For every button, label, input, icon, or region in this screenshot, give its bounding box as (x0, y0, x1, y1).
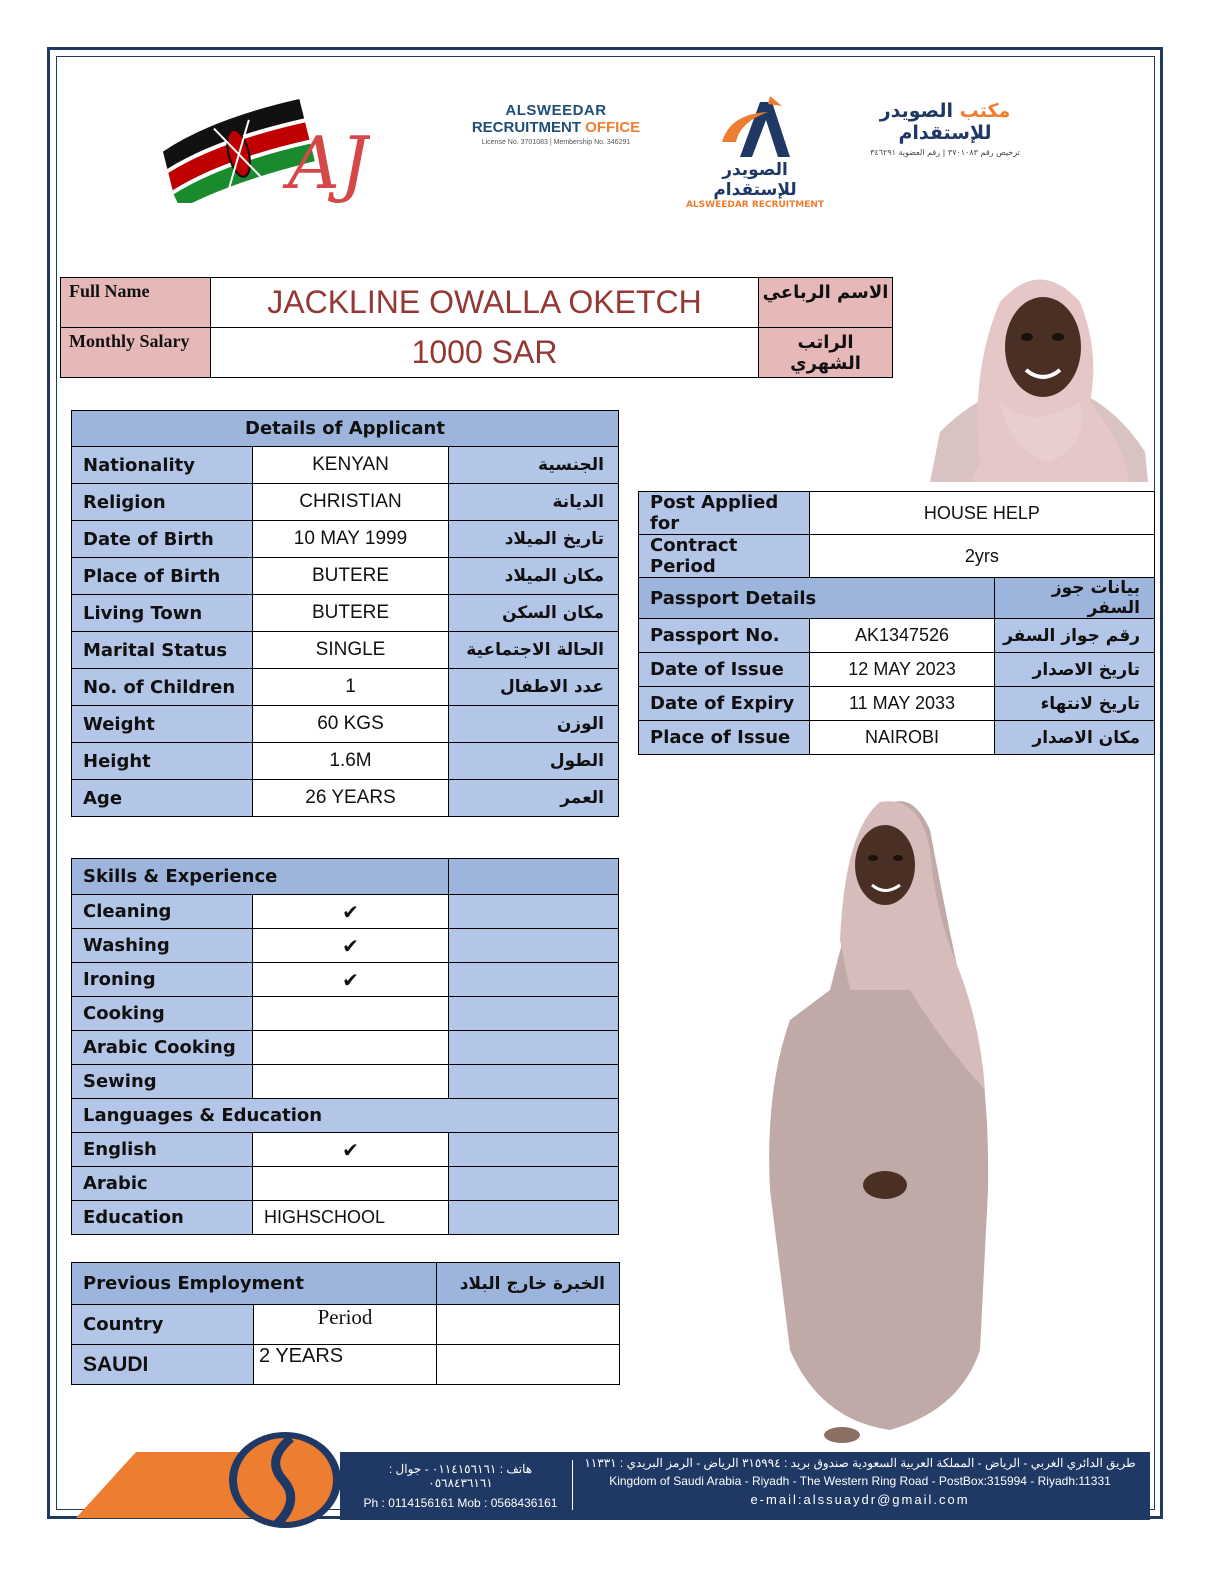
previous-empty-1 (437, 1305, 620, 1345)
aj-letters: AJ (288, 121, 369, 203)
details-value: 26 YEARS (253, 780, 449, 817)
skill-mark (253, 997, 449, 1031)
previous-empty-2 (437, 1345, 620, 1385)
languages-body (72, 1133, 619, 1235)
arabic-logo-sub: ترخيص رقم ٣٧٠١٠٨٣ | رقم العضوية ٣٤٦٢٩١ (870, 148, 1020, 157)
full-name-arabic: الاسم الرباعي (759, 278, 893, 328)
applicant-full-photo (760, 790, 1000, 1450)
details-value: CHRISTIAN (253, 484, 449, 521)
name-salary-table (60, 277, 893, 378)
full-name-row (61, 278, 893, 328)
previous-title-arabic: الخبرة خارج البلاد (437, 1263, 620, 1305)
footer-circle-logo (225, 1430, 345, 1530)
details-value: 1.6M (253, 743, 449, 780)
languages-title: Languages & Education (72, 1099, 619, 1133)
language-extra (449, 1133, 619, 1167)
passport-arabic: مكان الاصدار (995, 721, 1155, 755)
skill-extra (449, 1065, 619, 1099)
details-row (72, 632, 619, 669)
details-row (72, 780, 619, 817)
details-label: Living Town (72, 595, 253, 632)
previous-values-row (72, 1345, 620, 1385)
skill-mark (253, 1065, 449, 1099)
previous-title: Previous Employment (72, 1263, 437, 1305)
skill-label: Sewing (72, 1065, 253, 1099)
details-row (72, 595, 619, 632)
skill-label: Ironing (72, 963, 253, 997)
skill-extra (449, 929, 619, 963)
details-row (72, 484, 619, 521)
passport-value: AK1347526 (809, 619, 995, 653)
details-value: BUTERE (253, 595, 449, 632)
details-value: KENYAN (253, 447, 449, 484)
period-value: 2 YEARS (254, 1345, 437, 1385)
details-label: Height (72, 743, 253, 780)
passport-row (639, 653, 1155, 687)
details-title: Details of Applicant (72, 411, 619, 447)
skill-row (72, 997, 619, 1031)
passport-body (639, 619, 1155, 755)
language-extra (449, 1201, 619, 1235)
details-label: No. of Children (72, 669, 253, 706)
details-row (72, 521, 619, 558)
post-row (639, 492, 1155, 535)
details-arabic: الطول (449, 743, 619, 780)
skill-row (72, 1065, 619, 1099)
skill-mark: ✔ (253, 895, 449, 929)
skills-title: Skills & Experience (72, 859, 449, 895)
passport-value: 11 MAY 2033 (809, 687, 995, 721)
language-label: English (72, 1133, 253, 1167)
footer-phone-english: Ph : 0114156161 Mob : 0568436161 (363, 1496, 558, 1510)
salary-row (61, 328, 893, 378)
applicant-face-photo (930, 262, 1148, 482)
skill-label: Washing (72, 929, 253, 963)
language-label: Arabic (72, 1167, 253, 1201)
passport-label: Place of Issue (639, 721, 810, 755)
details-arabic: عدد الاطفال (449, 669, 619, 706)
passport-label: Date of Issue (639, 653, 810, 687)
arabic-logo-title: مكتب الصويدر للإستقدام (879, 100, 1011, 144)
skills-table (71, 858, 619, 1235)
office-logo-license: License No. 3701083 | Membership No. 346291 (481, 139, 631, 146)
skills-header-empty (449, 859, 619, 895)
details-label: Place of Birth (72, 558, 253, 595)
details-value: 1 (253, 669, 449, 706)
footer-address (580, 1456, 1140, 1511)
passport-arabic: تاريخ الاصدار (995, 653, 1155, 687)
details-table (71, 410, 619, 817)
details-arabic: تاريخ الميلاد (449, 521, 619, 558)
passport-row (639, 619, 1155, 653)
skills-header-row (72, 859, 619, 895)
language-row (72, 1133, 619, 1167)
details-arabic: الديانة (449, 484, 619, 521)
post-label: Post Applied for (639, 492, 810, 535)
details-row (72, 706, 619, 743)
skill-mark: ✔ (253, 929, 449, 963)
full-name-label: Full Name (61, 278, 211, 328)
details-label: Religion (72, 484, 253, 521)
skill-extra (449, 997, 619, 1031)
passport-label: Date of Expiry (639, 687, 810, 721)
period-label: Period (254, 1305, 437, 1345)
details-arabic: العمر (449, 780, 619, 817)
skill-label: Cleaning (72, 895, 253, 929)
details-arabic: الوزن (449, 706, 619, 743)
passport-row (639, 687, 1155, 721)
language-extra (449, 1167, 619, 1201)
skill-mark: ✔ (253, 963, 449, 997)
passport-arabic: تاريخ لانتهاء (995, 687, 1155, 721)
skill-row (72, 929, 619, 963)
kenya-flag-aj-logo (160, 88, 370, 203)
language-mark: ✔ (253, 1133, 449, 1167)
salary-value: 1000 SAR (211, 328, 759, 378)
details-label: Age (72, 780, 253, 817)
skills-body (72, 895, 619, 1099)
languages-header-row (72, 1099, 619, 1133)
language-mark (253, 1167, 449, 1201)
country-value: SAUDI (72, 1345, 254, 1385)
contract-label: Contract Period (639, 535, 810, 578)
details-row (72, 669, 619, 706)
full-name-value: JACKLINE OWALLA OKETCH (211, 278, 759, 328)
a-mark-icon (710, 92, 800, 162)
office-logo-line2: RECRUITMENT OFFICE (471, 119, 641, 136)
country-label: Country (72, 1305, 254, 1345)
details-arabic: مكان السكن (449, 595, 619, 632)
passport-value: 12 MAY 2023 (809, 653, 995, 687)
salary-label: Monthly Salary (61, 328, 211, 378)
details-body (72, 447, 619, 817)
skill-mark (253, 1031, 449, 1065)
contract-row (639, 535, 1155, 578)
details-row (72, 558, 619, 595)
details-arabic: الجنسية (449, 447, 619, 484)
alsweedar-office-logo (466, 102, 646, 162)
details-header-row (72, 411, 619, 447)
skill-label: Cooking (72, 997, 253, 1031)
passport-header-arabic: بيانات جوز السفر (995, 578, 1155, 619)
skill-row (72, 963, 619, 997)
arabic-office-logo (845, 100, 1045, 160)
passport-arabic: رقم جواز السفر (995, 619, 1155, 653)
skill-extra (449, 963, 619, 997)
language-label: Education (72, 1201, 253, 1235)
footer-separator (572, 1460, 573, 1510)
a-logo-english: ALSWEEDAR RECRUITMENT (685, 200, 825, 210)
passport-value: NAIROBI (809, 721, 995, 755)
post-value: HOUSE HELP (809, 492, 1154, 535)
details-arabic: مكان الميلاد (449, 558, 619, 595)
details-label: Nationality (72, 447, 253, 484)
language-mark: HIGHSCHOOL (253, 1201, 449, 1235)
footer-phones (358, 1462, 563, 1516)
skill-label: Arabic Cooking (72, 1031, 253, 1065)
footer-phone-arabic: هاتف : ٠١١٤١٥٦١٦١ - جوال : ٠٥٦٨٤٣٦١٦١ (388, 1462, 533, 1490)
passport-header: Passport Details (639, 578, 995, 619)
language-row (72, 1201, 619, 1235)
footer-address-arabic: طريق الدائري الغربي - الرياض - المملكة العربية السعودية صندوق بريد : ٣١٥٩٩٤ الرياض - الرمز البريدي : ١١٣٣١ (584, 1456, 1136, 1470)
passport-row (639, 721, 1155, 755)
details-label: Marital Status (72, 632, 253, 669)
skill-extra (449, 895, 619, 929)
previous-employment-table (71, 1262, 620, 1385)
previous-header-row (72, 1263, 620, 1305)
passport-label: Passport No. (639, 619, 810, 653)
footer-email: e-mail:alssuaydr@gmail.com (750, 1492, 970, 1507)
previous-labels-row (72, 1305, 620, 1345)
skill-row (72, 1031, 619, 1065)
language-row (72, 1167, 619, 1201)
alsweedar-a-logo (685, 92, 825, 210)
skill-extra (449, 1031, 619, 1065)
details-value: 10 MAY 1999 (253, 521, 449, 558)
details-value: 60 KGS (253, 706, 449, 743)
details-label: Weight (72, 706, 253, 743)
contract-value: 2yrs (809, 535, 1154, 578)
details-value: BUTERE (253, 558, 449, 595)
details-row (72, 447, 619, 484)
office-logo-line1: ALSWEEDAR (505, 102, 607, 119)
a-logo-arabic: الصويدر للإستقدام (713, 160, 797, 200)
salary-arabic: الراتب الشهري (759, 328, 893, 378)
skill-row (72, 895, 619, 929)
details-row (72, 743, 619, 780)
passport-header-row (639, 578, 1155, 619)
passport-table (638, 491, 1155, 755)
details-value: SINGLE (253, 632, 449, 669)
details-arabic: الحالة الاجتماعية (449, 632, 619, 669)
footer-address-english: Kingdom of Saudi Arabia - Riyadh - The Western Ring Road - PostBox:315994 - Riyadh:11331 (609, 1474, 1111, 1488)
details-label: Date of Birth (72, 521, 253, 558)
